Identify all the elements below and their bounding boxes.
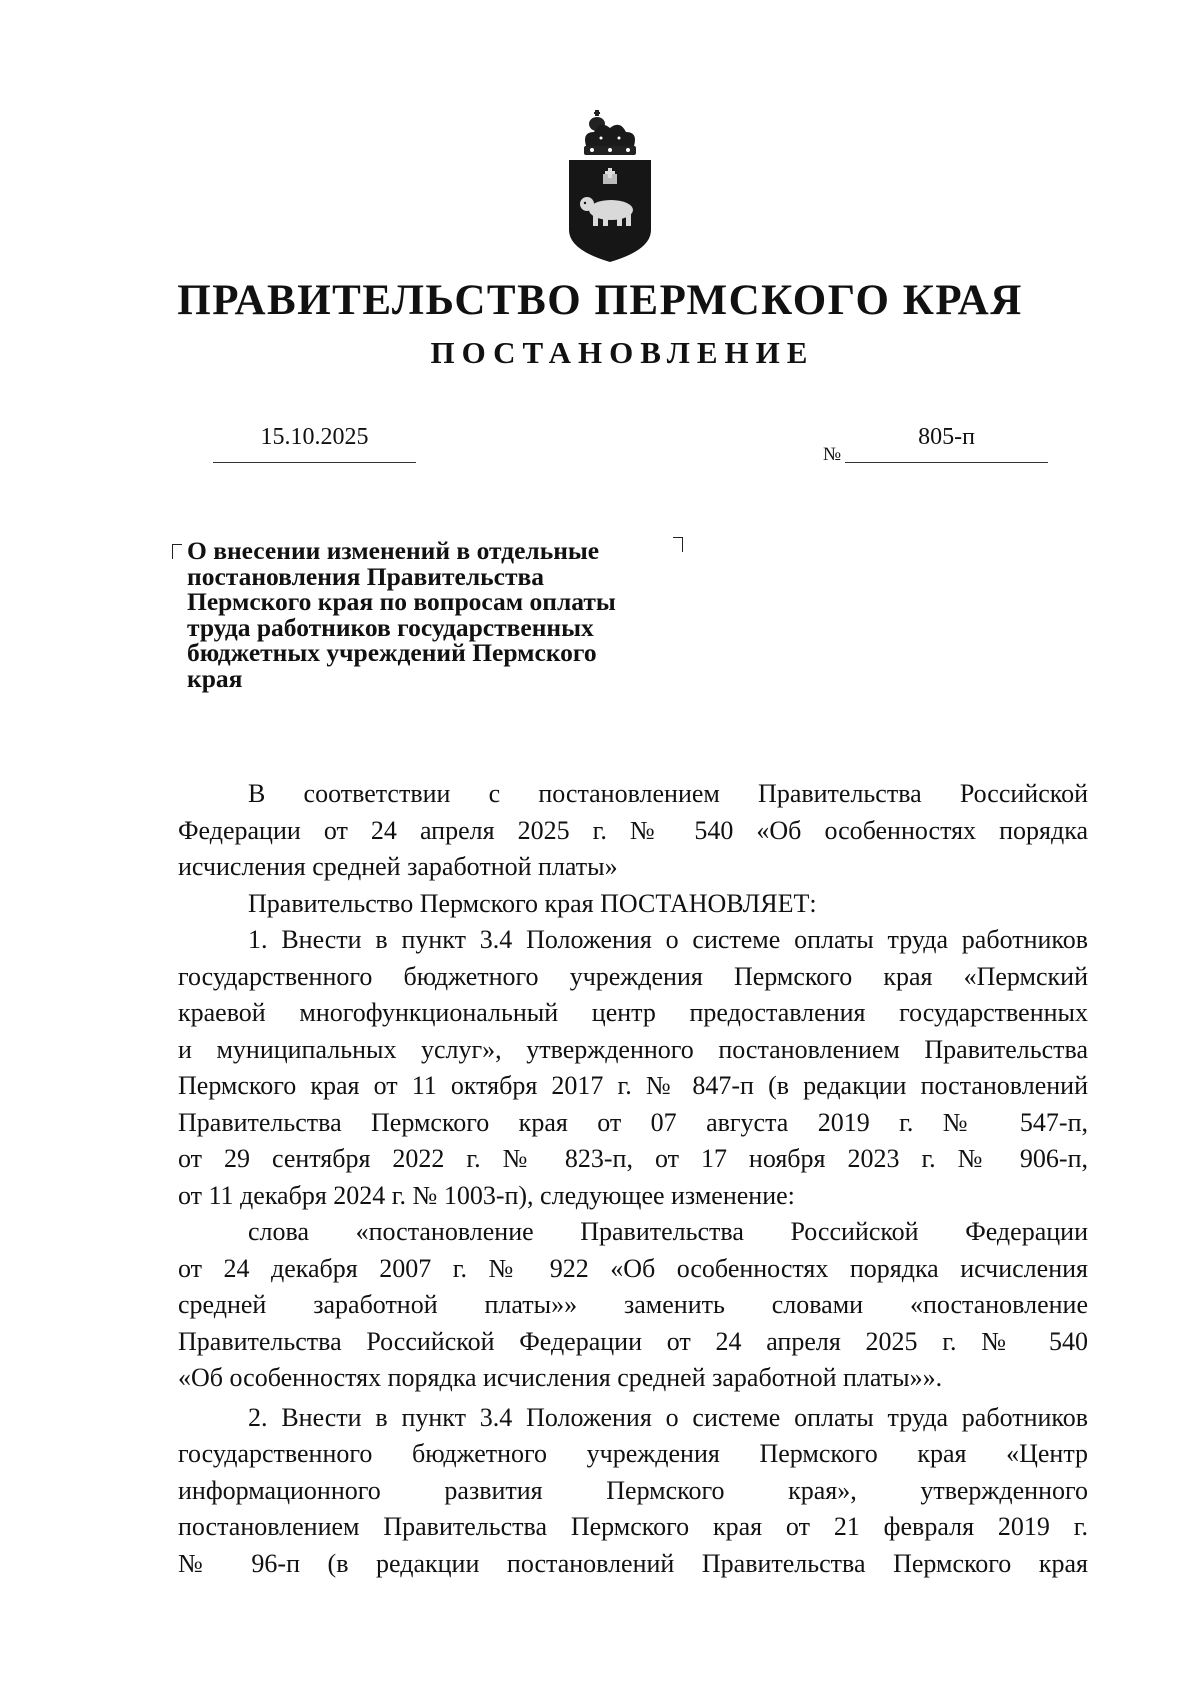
document-body bbox=[178, 776, 1088, 1582]
body-line: слова «постановление Правительства Российской Федерации bbox=[248, 1217, 1088, 1246]
document-number: 805-п bbox=[918, 424, 975, 450]
subject-line: бюджетных учреждений Пермского bbox=[187, 638, 597, 667]
document-subject bbox=[187, 538, 677, 691]
body-line: постановлением Правительства Пермского края от 21 февраля 2019 г. bbox=[178, 1512, 1088, 1541]
organization-title: ПРАВИТЕЛЬСТВО ПЕРМСКОГО КРАЯ bbox=[177, 277, 1023, 324]
subject-line: постановления Правительства bbox=[187, 561, 544, 591]
body-line: № 96-п (в редакции постановлений Правительства Пермского края bbox=[178, 1548, 1088, 1578]
body-line: информационного развития Пермского края», утвержденного bbox=[178, 1475, 1088, 1505]
subject-line: О внесении изменений в отдельные bbox=[187, 536, 600, 565]
subject-line: Пермского края по вопросам оплаты bbox=[187, 587, 616, 616]
body-line: 2. Внести в пункт 3.4 Положения о системе оплаты труда работников bbox=[248, 1402, 1088, 1432]
body-line: от 24 декабря 2007 г. № 922 «Об особенностях порядка исчисления bbox=[178, 1253, 1088, 1283]
body-line: Правительство Пермского края ПОСТАНОВЛЯЕТ: bbox=[248, 888, 817, 918]
body-line: В соответствии с постановлением Правительства Российской bbox=[248, 779, 1088, 808]
subject-line: края bbox=[187, 663, 243, 693]
document-type: ПОСТАНОВЛЕНИЕ bbox=[430, 335, 815, 370]
coat-of-arms-emblem bbox=[565, 110, 655, 262]
body-line: государственного бюджетного учреждения Пермского края «Пермский bbox=[178, 961, 1088, 991]
date-underline bbox=[213, 462, 416, 463]
body-line: «Об особенностях порядка исчисления средней заработной платы»». bbox=[178, 1363, 943, 1392]
body-line: исчисления средней заработной платы» bbox=[178, 852, 618, 881]
document-date: 15.10.2025 bbox=[260, 424, 369, 450]
body-line: от 11 декабря 2024 г. № 1003-п), следующее изменение: bbox=[178, 1180, 795, 1210]
crown-icon bbox=[584, 110, 636, 155]
body-line: Федерации от 24 апреля 2025 г. № 540 «Об особенностях порядка bbox=[178, 815, 1088, 845]
body-line: и муниципальных услуг», утвержденного постановлением Правительства bbox=[178, 1034, 1088, 1064]
subject-line: труда работников государственных bbox=[187, 612, 594, 642]
body-line: средней заработной платы»» заменить словами «постановление bbox=[178, 1290, 1088, 1319]
body-line: Правительства Пермского края от 07 августа 2019 г. № 547-п, bbox=[178, 1107, 1088, 1137]
body-line: Пермского края от 11 октября 2017 г. № 847-п (в редакции постановлений bbox=[178, 1071, 1088, 1100]
body-line: от 29 сентября 2022 г. № 823-п, от 17 ноября 2023 г. № 906-п, bbox=[178, 1144, 1088, 1173]
number-label: № bbox=[823, 444, 842, 465]
body-line: краевой многофункциональный центр предоставления государственных bbox=[178, 998, 1088, 1027]
body-line: 1. Внести в пункт 3.4 Положения о системе оплаты труда работников bbox=[248, 925, 1088, 954]
number-underline bbox=[845, 462, 1048, 463]
body-line: государственного бюджетного учреждения Пермского края «Центр bbox=[178, 1439, 1088, 1468]
body-line: Правительства Российской Федерации от 24 апреля 2025 г. № 540 bbox=[178, 1326, 1088, 1356]
subject-corner-left bbox=[172, 544, 182, 559]
